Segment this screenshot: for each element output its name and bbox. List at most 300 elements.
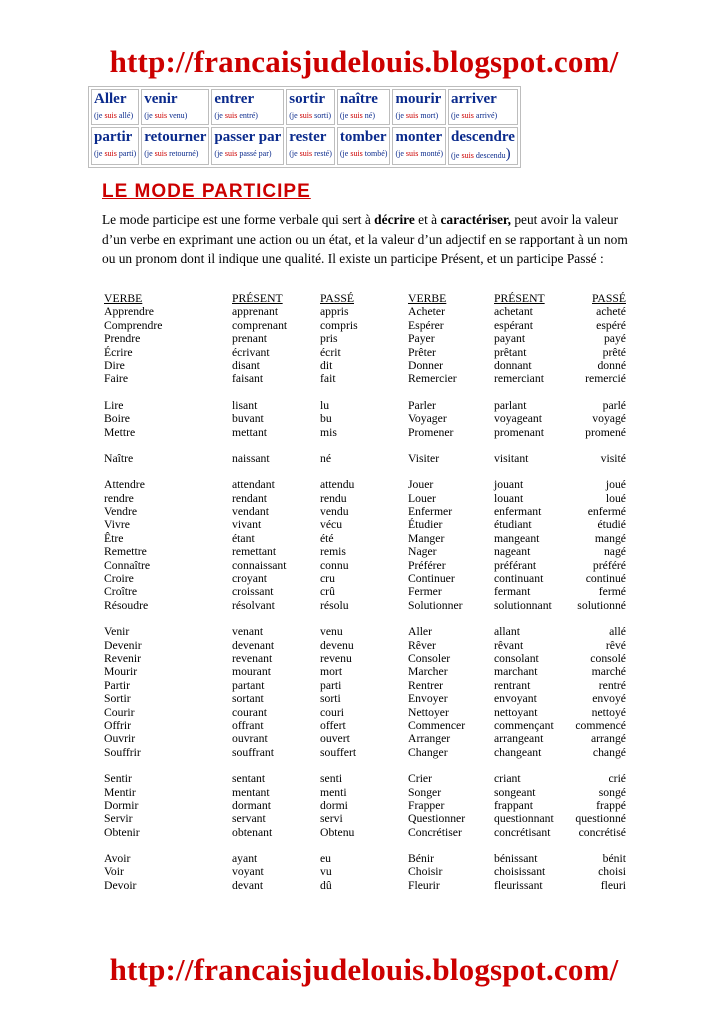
compound-pronoun: (je: [395, 149, 406, 158]
participle-verb: Dire: [104, 358, 125, 372]
participle-present-2: étudiant: [494, 518, 532, 532]
etre-verb-cell: [141, 127, 209, 165]
participle-verb-2: Prêter: [408, 345, 436, 359]
participle-verb-2: Aller: [408, 625, 433, 639]
participle-present-2: espérant: [494, 318, 533, 332]
participle-row: [104, 478, 632, 491]
participle-present-2: fleurissant: [494, 878, 543, 892]
section-heading: LE MODE PARTICIPE: [102, 181, 311, 202]
participle-passe-2: payé: [603, 332, 626, 346]
participle-present: souffrant: [232, 745, 274, 759]
participle-row: [104, 652, 632, 665]
etre-verb-cell: [91, 89, 139, 125]
participle-passe: lu: [320, 398, 330, 412]
participle-present: écrivant: [232, 345, 270, 359]
participle-verb-2: Rentrer: [408, 678, 444, 692]
etre-verb-name: rester: [289, 129, 327, 145]
participle-row: [104, 692, 632, 705]
participle-present-2: fermant: [494, 585, 531, 599]
participle-passe-2: enfermé: [587, 505, 626, 519]
etre-verb-name: Aller: [94, 91, 127, 107]
participle-passe-2: mangé: [594, 531, 626, 545]
compound-pronoun: (je: [144, 149, 155, 158]
participle-present-2: arrangeant: [494, 732, 544, 746]
etre-verb-compound: [395, 148, 443, 160]
participle-present-2: continuant: [494, 572, 544, 586]
participle-present-2: préférant: [494, 558, 537, 572]
participle-present: offrant: [232, 718, 264, 732]
participle-passe-2: marché: [591, 665, 626, 679]
participle-verb: Dormir: [104, 798, 139, 812]
participle-present-2: jouant: [494, 478, 524, 492]
participle-verb-2: Solutionner: [408, 598, 463, 612]
participle-verb-2: Visiter: [408, 451, 440, 465]
compound-auxiliary: suis: [224, 111, 238, 120]
compound-pronoun: (je: [214, 111, 225, 120]
participle-passe: été: [320, 531, 334, 545]
etre-verb-compound: [340, 110, 388, 122]
participle-verb-2: Bénir: [408, 852, 434, 866]
participle-row: [104, 412, 632, 425]
participle-verb: Croître: [104, 585, 138, 599]
participle-row: [104, 679, 632, 692]
etre-verb-compound: [289, 148, 332, 160]
participle-present: disant: [232, 358, 260, 372]
participle-present: rendant: [232, 491, 268, 505]
site-url-bottom[interactable]: http://francaisjudelouis.blogspot.com/: [109, 952, 619, 987]
participle-passe-2: voyagé: [592, 412, 626, 426]
compound-pronoun: (je: [289, 149, 300, 158]
participle-passe-2: songé: [598, 785, 626, 799]
participle-passe: eu: [320, 852, 332, 866]
compound-pronoun: (je: [451, 111, 462, 120]
participle-passe: dû: [320, 878, 332, 892]
intro-text-2: et à: [414, 212, 441, 227]
participle-present-2: visitant: [494, 451, 529, 465]
participle-passe: offert: [320, 718, 346, 732]
participle-row: [104, 518, 632, 531]
participle-verb: Comprendre: [104, 318, 163, 332]
participle-present: comprenant: [232, 318, 288, 332]
participle-passe-2: parlé: [602, 398, 626, 412]
etre-verb-cell: [91, 127, 139, 165]
participle-present-2: payant: [494, 332, 526, 346]
etre-verb-cell: [211, 127, 284, 165]
participle-present: connaissant: [232, 558, 287, 572]
etre-verb-name: sortir: [289, 91, 326, 107]
participle-verb-2: Choisir: [408, 865, 443, 879]
participle-verb-2: Frapper: [408, 798, 445, 812]
participle-verb-2: Songer: [408, 785, 442, 799]
participle-verb-2: Consoler: [408, 651, 451, 665]
participle-passe-2: espéré: [596, 318, 626, 332]
etre-verb-compound: [144, 110, 206, 122]
participle-row: [104, 399, 632, 412]
compound-close-paren: ): [505, 146, 511, 162]
participle-passe-2: nagé: [603, 545, 626, 559]
participle-present: revenant: [232, 651, 273, 665]
participle-header-row: [104, 292, 632, 305]
participle-present: prenant: [232, 332, 268, 346]
participle-passe-2: questionné: [575, 812, 626, 826]
participle-row: [104, 879, 632, 892]
header-present-2: PRÉSENT: [494, 292, 545, 305]
participle-verb-2: Nager: [408, 545, 437, 559]
participle-verb-2: Commencer: [408, 718, 466, 732]
participle-verb-2: Marcher: [408, 665, 448, 679]
header-verbe-2: VERBE: [408, 292, 447, 305]
participle-verb: Devenir: [104, 638, 142, 652]
participle-row: [104, 799, 632, 812]
participle-verb: Partir: [104, 678, 130, 692]
participle-present: vivant: [232, 518, 262, 532]
participle-present-2: remerciant: [494, 372, 544, 386]
participle-present-2: donnant: [494, 358, 532, 372]
participle-verb-2: Nettoyer: [408, 705, 449, 719]
header-present: PRÉSENT: [232, 292, 283, 305]
etre-verb-compound: [451, 148, 515, 162]
participle-verb-2: Jouer: [408, 478, 434, 492]
participle-passe-2: continué: [585, 572, 626, 586]
participle-verb: Apprendre: [104, 305, 154, 319]
compound-auxiliary: suis: [405, 149, 419, 158]
participle-verb-2: Donner: [408, 358, 444, 372]
participle-present-2: solutionnant: [494, 598, 552, 612]
compound-participle: retourné): [167, 149, 199, 158]
participle-list: [104, 292, 632, 892]
participle-present: croissant: [232, 585, 274, 599]
participle-row: [104, 572, 632, 585]
intro-text-1: Le mode participe est une forme verbale qui sert à: [102, 212, 375, 227]
compound-pronoun: (je: [395, 111, 406, 120]
compound-participle: venu): [167, 111, 188, 120]
etre-verb-cell: [392, 89, 446, 125]
participle-passe-2: crié: [608, 772, 626, 786]
compound-auxiliary: suis: [224, 149, 238, 158]
participle-passe-2: bénit: [602, 852, 626, 866]
participle-verb-2: Continuer: [408, 572, 455, 586]
participle-row: [104, 786, 632, 799]
participle-verb-2: Envoyer: [408, 692, 448, 706]
participle-passe-2: rentré: [598, 678, 626, 692]
participle-verb: Faire: [104, 372, 129, 386]
etre-verb-name: mourir: [395, 91, 442, 107]
participle-verb: Résoudre: [104, 598, 149, 612]
participle-passe: compris: [320, 318, 358, 332]
etre-verb-name: partir: [94, 129, 133, 145]
participle-present-2: frappant: [494, 798, 533, 812]
participle-passe: sorti: [320, 692, 341, 706]
participle-passe-2: commencé: [575, 718, 626, 732]
participle-passe: cru: [320, 572, 335, 586]
participle-verb-2: Fermer: [408, 585, 442, 599]
participle-present-2: envoyant: [494, 692, 537, 706]
participle-present-2: criant: [494, 772, 521, 786]
participle-verb: Souffrir: [104, 745, 141, 759]
participle-present: venant: [232, 625, 264, 639]
compound-auxiliary: suis: [154, 149, 168, 158]
compound-pronoun: (je: [144, 111, 155, 120]
participle-verb: Naître: [104, 451, 134, 465]
participle-present: courant: [232, 705, 268, 719]
participle-present-2: concrétisant: [494, 825, 551, 839]
participle-row: [104, 505, 632, 518]
participle-passe-2: frappé: [596, 798, 626, 812]
compound-auxiliary: suis: [461, 151, 474, 160]
participle-row: [104, 812, 632, 825]
participle-verb-2: Étudier: [408, 518, 443, 532]
participle-verb-2: Rêver: [408, 638, 436, 652]
compound-auxiliary: suis: [405, 111, 419, 120]
participle-present-2: enfermant: [494, 505, 542, 519]
participle-passe: rendu: [320, 491, 347, 505]
etre-verb-compound: [214, 110, 281, 122]
participle-verb-2: Manger: [408, 531, 445, 545]
participle-present-2: achetant: [494, 305, 533, 319]
participle-passe: ouvert: [320, 732, 350, 746]
compound-pronoun: (je: [451, 151, 462, 160]
participle-present-2: questionnant: [494, 812, 554, 826]
participle-verb: Lire: [104, 398, 124, 412]
participle-present: servant: [232, 812, 266, 826]
participle-passe-2: prêté: [602, 345, 626, 359]
participle-passe: Obtenu: [320, 825, 355, 839]
participle-verb: Remettre: [104, 545, 147, 559]
participle-passe-2: préféré: [592, 558, 626, 572]
participle-verb: Mettre: [104, 425, 136, 439]
compound-participle: tombé): [362, 149, 388, 158]
participle-present: ouvrant: [232, 732, 268, 746]
participle-row: [104, 452, 632, 465]
compound-pronoun: (je: [94, 149, 105, 158]
participle-passe-2: loué: [605, 491, 626, 505]
intro-paragraph: [102, 210, 630, 269]
participle-passe-2: consolé: [590, 651, 626, 665]
participle-verb: Boire: [104, 412, 130, 426]
participle-passe: appris: [320, 305, 349, 319]
participle-present: sentant: [232, 772, 266, 786]
participle-present-2: voyageant: [494, 412, 543, 426]
etre-verb-cell: [141, 89, 209, 125]
participle-verb-2: Parler: [408, 398, 436, 412]
participle-verb-2: Payer: [408, 332, 435, 346]
participle-passe-2: remercié: [585, 372, 626, 386]
etre-verb-cell: [448, 89, 518, 125]
participle-passe: né: [320, 451, 332, 465]
participle-passe: mort: [320, 665, 343, 679]
compound-participle: descendu: [473, 151, 506, 160]
participle-verb: Attendre: [104, 478, 145, 492]
participle-row: [104, 746, 632, 759]
participle-verb: Prendre: [104, 332, 141, 346]
participle-passe: résolu: [320, 598, 349, 612]
participle-verb: Obtenir: [104, 825, 140, 839]
participle-verb: Connaître: [104, 558, 151, 572]
participle-present-2: mangeant: [494, 531, 540, 545]
participle-present: sortant: [232, 692, 264, 706]
participle-passe-2: nettoyé: [591, 705, 626, 719]
participle-passe-2: joué: [605, 478, 626, 492]
participle-row: [104, 706, 632, 719]
participle-passe: pris: [320, 332, 338, 346]
participle-present-2: choisissant: [494, 865, 546, 879]
compound-participle: entré): [237, 111, 258, 120]
participle-verb: rendre: [104, 491, 134, 505]
participle-verb: Servir: [104, 812, 133, 826]
participle-present-2: nettoyant: [494, 705, 538, 719]
participle-verb: Vivre: [104, 518, 130, 532]
compound-auxiliary: suis: [104, 111, 117, 120]
participle-passe: souffert: [320, 745, 357, 759]
participle-row: [104, 599, 632, 612]
compound-pronoun: (je: [214, 149, 225, 158]
etre-verb-cell: [211, 89, 284, 125]
participle-verb: Offrir: [104, 718, 132, 732]
participle-passe-2: fleuri: [600, 878, 626, 892]
participle-passe: menti: [320, 785, 347, 799]
etre-verb-name: retourner: [144, 129, 207, 145]
participle-row: [104, 665, 632, 678]
participle-verb: Vendre: [104, 505, 138, 519]
compound-auxiliary: suis: [104, 149, 117, 158]
participle-present: vendant: [232, 505, 269, 519]
participle-verb-2: Crier: [408, 772, 433, 786]
etre-verb-cell: [286, 127, 335, 165]
etre-verb-compound: [451, 110, 515, 122]
participle-verb-2: Espérer: [408, 318, 444, 332]
participle-present-2: allant: [494, 625, 520, 639]
participle-passe: écrit: [320, 345, 341, 359]
participle-passe-2: solutionné: [577, 598, 626, 612]
participle-verb: Venir: [104, 625, 130, 639]
participle-passe: vu: [320, 865, 332, 879]
participle-passe: dormi: [320, 798, 348, 812]
participle-passe-2: promené: [585, 425, 626, 439]
etre-verb-cell: [337, 89, 391, 125]
participle-row: [104, 426, 632, 439]
participle-verb: Ouvrir: [104, 732, 136, 746]
header-verbe: VERBE: [104, 292, 143, 305]
participle-row: [104, 639, 632, 652]
participle-present: naissant: [232, 451, 270, 465]
participle-verb-2: Enfermer: [408, 505, 453, 519]
participle-present: remettant: [232, 545, 277, 559]
participle-present: apprenant: [232, 305, 279, 319]
participle-present-2: songeant: [494, 785, 536, 799]
participle-present: devenant: [232, 638, 275, 652]
participle-present: voyant: [232, 865, 264, 879]
compound-pronoun: (je: [94, 111, 105, 120]
participle-verb: Sortir: [104, 692, 131, 706]
participle-present: croyant: [232, 572, 268, 586]
participle-passe: devenu: [320, 638, 354, 652]
participle-passe: bu: [320, 412, 332, 426]
etre-verb-name: monter: [395, 129, 443, 145]
participle-present-2: nageant: [494, 545, 531, 559]
etre-verb-cell: [337, 127, 391, 165]
participle-passe: revenu: [320, 651, 352, 665]
participle-passe-2: rêvé: [605, 638, 626, 652]
participle-passe-2: acheté: [596, 305, 626, 319]
intro-bold-decrire: décrire: [374, 212, 415, 227]
participle-passe: venu: [320, 625, 343, 639]
participle-verb-2: Changer: [408, 745, 448, 759]
etre-verb-cell: [286, 89, 335, 125]
participle-present-2: rêvant: [494, 638, 524, 652]
etre-verb-name: passer par: [214, 129, 282, 145]
participle-passe: connu: [320, 558, 349, 572]
participle-present: mettant: [232, 425, 268, 439]
compound-participle: allé): [116, 111, 134, 120]
participle-row: [104, 545, 632, 558]
participle-present-2: promenant: [494, 425, 544, 439]
etre-verb-compound: [94, 110, 136, 122]
participle-passe: attendu: [320, 478, 355, 492]
compound-participle: mort): [418, 111, 439, 120]
etre-verb-compound: [340, 148, 388, 160]
participle-present: dormant: [232, 798, 271, 812]
participle-row: [104, 532, 632, 545]
participle-passe-2: visité: [600, 451, 626, 465]
participle-passe-2: arrangé: [590, 732, 626, 746]
participle-verb-2: Louer: [408, 491, 436, 505]
etre-verb-name: venir: [144, 91, 178, 107]
participle-present-2: changeant: [494, 745, 542, 759]
etre-verb-cell: [448, 127, 518, 165]
participle-present-2: bénissant: [494, 852, 538, 866]
compound-participle: monté): [418, 149, 444, 158]
header-passe: PASSÉ: [320, 292, 355, 305]
participle-verb: Revenir: [104, 651, 141, 665]
participle-verb: Devoir: [104, 878, 137, 892]
participle-passe: crû: [320, 585, 335, 599]
participle-present-2: rentrant: [494, 678, 531, 692]
compound-pronoun: (je: [339, 149, 351, 158]
participle-row: [104, 732, 632, 745]
participle-passe: senti: [320, 772, 343, 786]
participle-verb-2: Remercier: [408, 372, 457, 386]
participle-present: mourant: [232, 665, 271, 679]
participle-passe-2: étudié: [597, 518, 626, 532]
etre-verb-name: entrer: [214, 91, 255, 107]
participle-verb-2: Acheter: [408, 305, 445, 319]
participle-row: [104, 372, 632, 385]
participle-row: [104, 305, 632, 318]
participle-row: [104, 772, 632, 785]
participle-verb-2: Préférer: [408, 558, 446, 572]
participle-present: attendant: [232, 478, 275, 492]
etre-verbs-table: [88, 86, 521, 168]
participle-passe: servi: [320, 812, 343, 826]
participle-passe-2: changé: [592, 745, 626, 759]
participle-verb: Être: [104, 531, 124, 545]
participle-row: [104, 332, 632, 345]
participle-present-2: parlant: [494, 398, 527, 412]
participle-verb: Croire: [104, 572, 134, 586]
participle-row: [104, 359, 632, 372]
participle-passe: parti: [320, 678, 342, 692]
compound-participle: né): [362, 111, 375, 120]
participle-verb: Courir: [104, 705, 135, 719]
participle-row: [104, 492, 632, 505]
site-url-top[interactable]: http://francaisjudelouis.blogspot.com/: [109, 44, 619, 79]
participle-passe: mis: [320, 425, 337, 439]
participle-row: [104, 719, 632, 732]
participle-passe: couri: [320, 705, 345, 719]
etre-verb-compound: [395, 110, 443, 122]
participle-present: devant: [232, 878, 264, 892]
participle-verb: Mentir: [104, 785, 136, 799]
